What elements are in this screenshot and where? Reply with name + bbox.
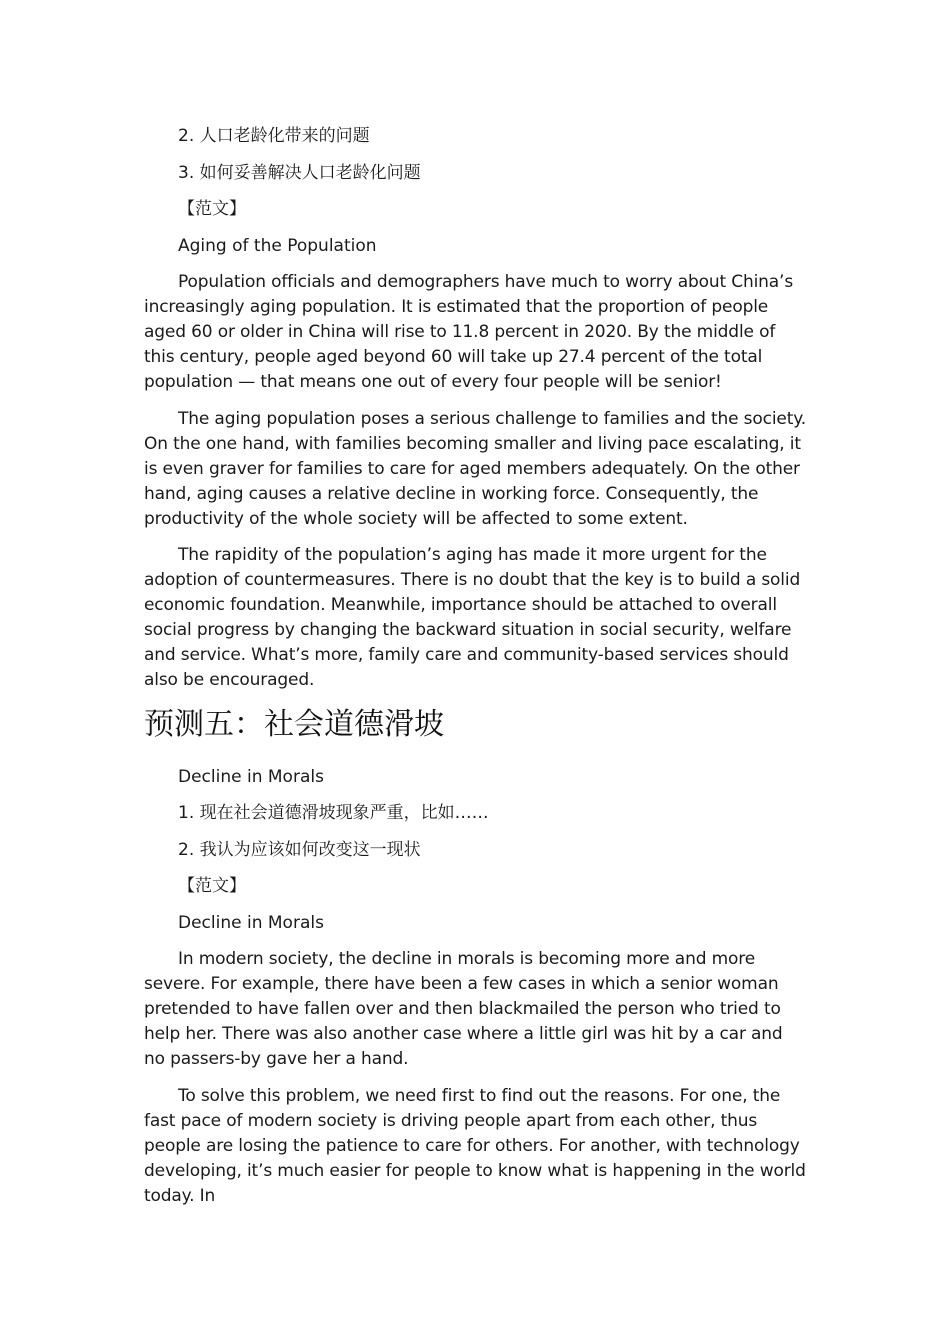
essay-paragraph: Population officials and demographers have much to worry about China’s increasingly aging population. It is estimated that the proportion of people aged 60 or older in China will rise to 11.8 percent in 2020. By the middle of this century, people aged beyond 60 will take up 27.4 percent of the total population — that means one out of every four people will be senior! bbox=[144, 272, 794, 392]
section-heading: 预测五：社会道德滑坡 bbox=[144, 706, 444, 742]
essay-paragraph: In modern society, the decline in morals is becoming more and more severe. For example, there have been a few cases in which a senior woman pretended to have fallen over and then blackmailed the person who tried to help her. There was also another case where a little girl was hit by a car and no passers-by gave her a hand. bbox=[144, 949, 783, 1069]
essay-title: Decline in Morals bbox=[178, 912, 324, 933]
essay-paragraph: To solve this problem, we need first to find out the reasons. For one, the fast pace of modern society is driving people apart from each other, thus people are losing the patience to care for others. For another, with technology developing, it’s much easier for people to know what is happening in the world today. In bbox=[144, 1085, 806, 1206]
sample-essay-label: 【范文】 bbox=[178, 199, 246, 219]
outline-item-2: 2. 人口老龄化带来的问题 bbox=[178, 126, 370, 146]
outline-item-3: 3. 如何妥善解决人口老龄化问题 bbox=[178, 162, 421, 183]
outline-item-1: 1. 现在社会道德滑坡现象严重，比如…… bbox=[178, 803, 489, 823]
document-page bbox=[144, 124, 806, 1220]
topic-title: Decline in Morals bbox=[178, 766, 324, 787]
essay-paragraph: The rapidity of the population’s aging has made it more urgent for the adoption of countermeasures. There is no doubt that the key is to build a solid economic foundation. Meanwhile, importance should be attached to overall social progress by changing the backward situation in social security, welfare and service. What’s more, family care and community-based services should also be encouraged. bbox=[144, 545, 801, 690]
outline-item-2: 2. 我认为应该如何改变这一现状 bbox=[178, 839, 421, 860]
sample-essay-label: 【范文】 bbox=[178, 876, 246, 896]
essay-title: Aging of the Population bbox=[178, 235, 377, 256]
essay-paragraph: The aging population poses a serious challenge to families and the society. On the one hand, with families becoming smaller and living pace escalating, it is even graver for families to care for aged members adequately. On the other hand, aging causes a relative decline in working force. Consequently, the productivity of the whole society will be affected to some extent. bbox=[144, 408, 806, 529]
